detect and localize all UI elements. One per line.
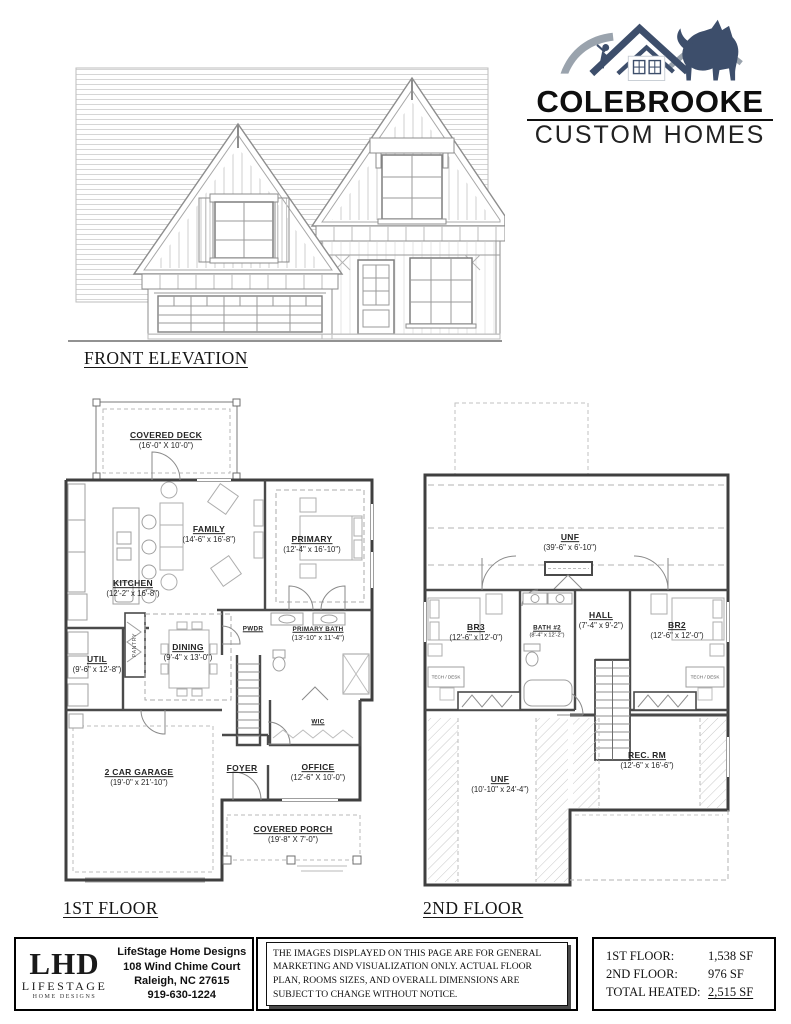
room-name: KITCHEN — [113, 578, 153, 589]
area-value: 976 SF — [708, 966, 744, 981]
room-name: 2 CAR GARAGE — [104, 767, 174, 778]
room-name: BR3 — [467, 622, 485, 633]
room-dims: (12'-6" x 12'-0") — [449, 632, 503, 642]
area-row-second-floor — [606, 965, 762, 983]
room-label-garage — [105, 767, 174, 787]
front-elevation-drawing — [60, 22, 505, 347]
brand-logo-art-icon — [535, 18, 765, 84]
brand-subtitle: CUSTOM HOMES — [534, 121, 766, 149]
room-dims: (8'-4" x 12'-2") — [529, 632, 565, 639]
area-value: 1,538 SF — [708, 948, 754, 963]
lifestage-monogram — [22, 948, 108, 1000]
room-name: FAMILY — [192, 524, 226, 535]
room-dims: (9'-4" x 13'-0") — [163, 652, 213, 662]
room-dims: (12'-6" x 12'-0") — [650, 630, 704, 640]
room-name: UNF — [490, 774, 510, 785]
room-name: PANTRY — [131, 632, 138, 658]
brand-name: COLEBROOKE — [536, 84, 764, 119]
room-name: DINING — [172, 642, 204, 653]
room-name: PWDR — [242, 625, 264, 633]
room-label-br3 — [449, 622, 502, 642]
room-label-family — [182, 524, 235, 544]
room-label-foyer — [227, 763, 258, 773]
second-floor-drawing — [420, 392, 735, 892]
room-label-hall — [579, 610, 623, 630]
lifestage-wordmark: LIFESTAGE — [21, 979, 108, 993]
room-dims: (19'-8" X 7'-0") — [267, 834, 319, 844]
room-name: PRIMARY — [291, 534, 333, 545]
designer-city: Raleigh, NC 27615 — [134, 975, 230, 987]
designer-street: 108 Wind Chime Court — [123, 960, 241, 973]
disclaimer-text: THE IMAGES DISPLAYED ON THIS PAGE ARE FOR GENERAL MARKETING AND VISUALIZATION ONLY. ACTUAL FLOOR PLAN, ROOMS SIZES, AND OVERALL DIMENSIONS ARE SUBJECT TO CHANGE WITHOUT NOTICE. — [266, 942, 568, 1006]
area-row-total-heated — [606, 983, 762, 1001]
room-label-tech-desk-right — [691, 674, 720, 679]
room-label-covered-deck — [130, 430, 202, 450]
brand-logo — [523, 18, 777, 148]
room-dims: (12'-6" X 10'-0") — [290, 772, 346, 782]
disclaimer-box — [256, 937, 578, 1011]
first-floor-title: 1ST FLOOR — [63, 898, 159, 918]
room-name: TECH / DESK — [690, 674, 720, 680]
lhd-monogram-text: LHD — [29, 946, 100, 981]
area-label: 1ST FLOOR: — [606, 948, 675, 963]
room-name: WIC — [311, 718, 325, 726]
room-name: UTIL — [86, 654, 108, 665]
room-label-util — [73, 654, 122, 674]
room-dims: (12'-6" x 16'-6") — [620, 760, 674, 770]
room-name: OFFICE — [301, 762, 335, 773]
room-label-br2 — [650, 620, 703, 640]
room-name: HALL — [589, 610, 613, 621]
room-dims: (12'-2" x 16'-8") — [106, 588, 160, 598]
room-label-office — [291, 762, 345, 782]
room-label-unf-top — [543, 532, 596, 552]
area-value: 2,515 SF — [708, 985, 754, 1000]
front-elevation-title: FRONT ELEVATION — [84, 348, 248, 368]
room-dims: (13'-10" x 11'-4") — [291, 632, 345, 642]
room-name: BR2 — [668, 620, 686, 631]
room-dims: (39'-6" x 6'-10") — [543, 542, 597, 552]
room-label-rec-rm — [620, 750, 673, 770]
designer-address — [117, 945, 246, 1002]
room-dims: (16'-0" X 10'-0") — [138, 440, 194, 450]
room-label-dining — [164, 642, 213, 662]
room-name: COVERED PORCH — [253, 824, 333, 835]
room-label-covered-porch — [254, 824, 333, 844]
room-label-pwdr — [243, 625, 263, 632]
designer-phone: 919-630-1224 — [147, 989, 217, 1002]
room-label-bath2 — [529, 625, 564, 640]
room-label-tech-desk-left — [432, 674, 461, 679]
area-label: TOTAL HEATED: — [606, 985, 701, 1000]
room-dims: (7'-4" x 9'-2") — [578, 620, 624, 630]
room-label-unf-bottom — [471, 774, 528, 794]
room-dims: (12'-4" x 16'-10") — [283, 544, 341, 554]
room-label-primary — [283, 534, 340, 554]
area-label: 2ND FLOOR: — [606, 966, 678, 981]
first-floor-plan — [57, 392, 382, 892]
room-dims: (10'-10" x 24'-4") — [471, 784, 529, 794]
room-name: COVERED DECK — [129, 430, 203, 441]
room-name: FOYER — [226, 762, 258, 773]
room-label-pantry — [132, 633, 138, 657]
room-name: UNF — [560, 532, 580, 543]
room-label-wic — [311, 718, 324, 725]
room-label-primary-bath — [292, 626, 344, 642]
second-floor-title: 2ND FLOOR — [423, 898, 524, 918]
room-name: BATH #2 — [533, 624, 561, 632]
designer-name: LifeStage Home Designs — [117, 946, 247, 959]
room-dims: (19'-0" x 21'-10") — [110, 777, 168, 787]
room-name: REC. RM — [628, 750, 666, 761]
room-dims: (9'-6" x 12'-8") — [72, 664, 122, 674]
second-floor-plan — [420, 392, 735, 892]
designer-info-box — [14, 937, 254, 1011]
area-row-first-floor — [606, 947, 762, 965]
square-footage-box — [592, 937, 776, 1011]
room-dims: (14'-6" x 16'-8") — [182, 534, 236, 544]
room-name: TECH / DESK — [431, 674, 461, 680]
room-name: PRIMARY BATH — [292, 625, 344, 633]
home-designs-wordmark: HOME DESIGNS — [32, 994, 97, 1000]
room-label-kitchen — [106, 578, 159, 598]
